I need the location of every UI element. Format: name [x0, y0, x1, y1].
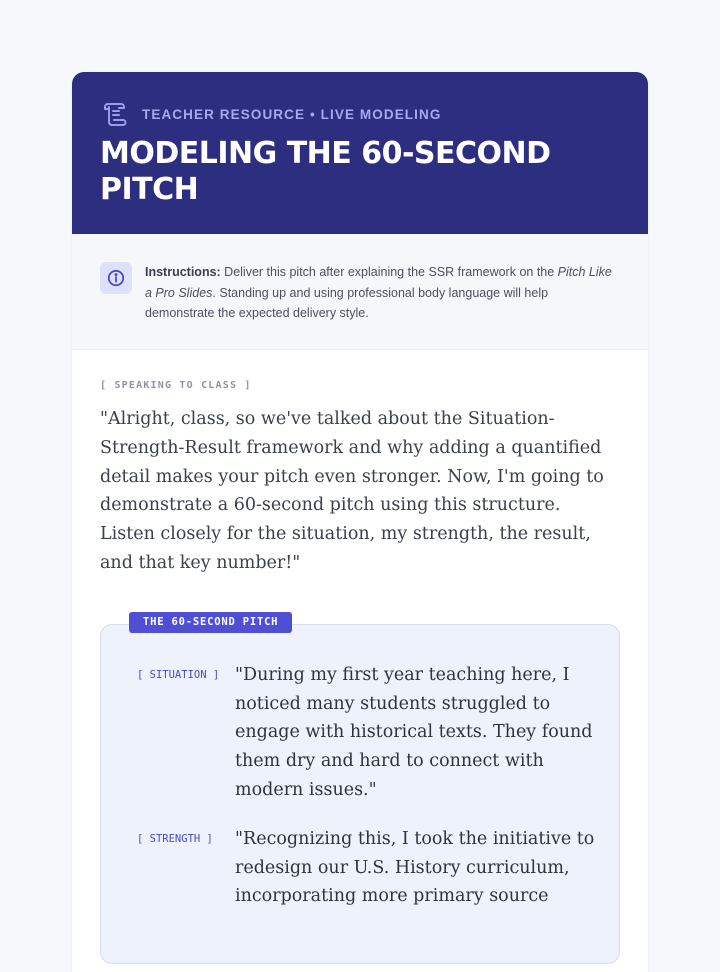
instructions-label: Instructions: [145, 265, 221, 279]
page-title: MODELING THE 60-SECOND PITCH [100, 136, 551, 207]
pitch-box [100, 615, 620, 964]
card-body [72, 350, 648, 964]
intro-quote: "Alright, class, so we've talked about the Situation-Strength-Result framework and why adding a quantified detail makes your pitch even stronger. Now, I'm going to demonstrate a 60-second pitch using this structure. Listen closely for the situation, my strength, the result, and that key number!" [100, 409, 604, 573]
instructions-emphasis: Pitch Like a Pro Slides [145, 265, 612, 300]
instructions-text-before: Deliver this pitch after explaining the SSR framework on the [220, 265, 558, 279]
eyebrow [100, 100, 620, 128]
section-label: [ SITUATION ] [137, 668, 220, 681]
resource-card [72, 72, 648, 972]
card-header [72, 72, 648, 234]
section-label: [ STRENGTH ] [137, 832, 213, 845]
info-icon [100, 262, 132, 294]
instructions-text-after: . Standing up and using professional body language will help demonstrate the expected delivery style. [145, 285, 549, 320]
stage-direction: [ SPEAKING TO CLASS ] [100, 380, 252, 391]
scroll-icon [100, 100, 128, 128]
section-text: "Recognizing this, I took the initiative to redesign our U.S. History curriculum, incorporating more primary source [235, 828, 595, 907]
section-text: "During my first year teaching here, I noticed many students struggled to engage with historical texts. They found them dry and hard to connect with modern issues." [235, 664, 593, 800]
eyebrow-text: TEACHER RESOURCE • LIVE MODELING [142, 106, 442, 122]
instructions-text [145, 262, 615, 324]
pitch-tag: THE 60-SECOND PITCH [129, 612, 292, 633]
instructions-panel [72, 234, 648, 350]
